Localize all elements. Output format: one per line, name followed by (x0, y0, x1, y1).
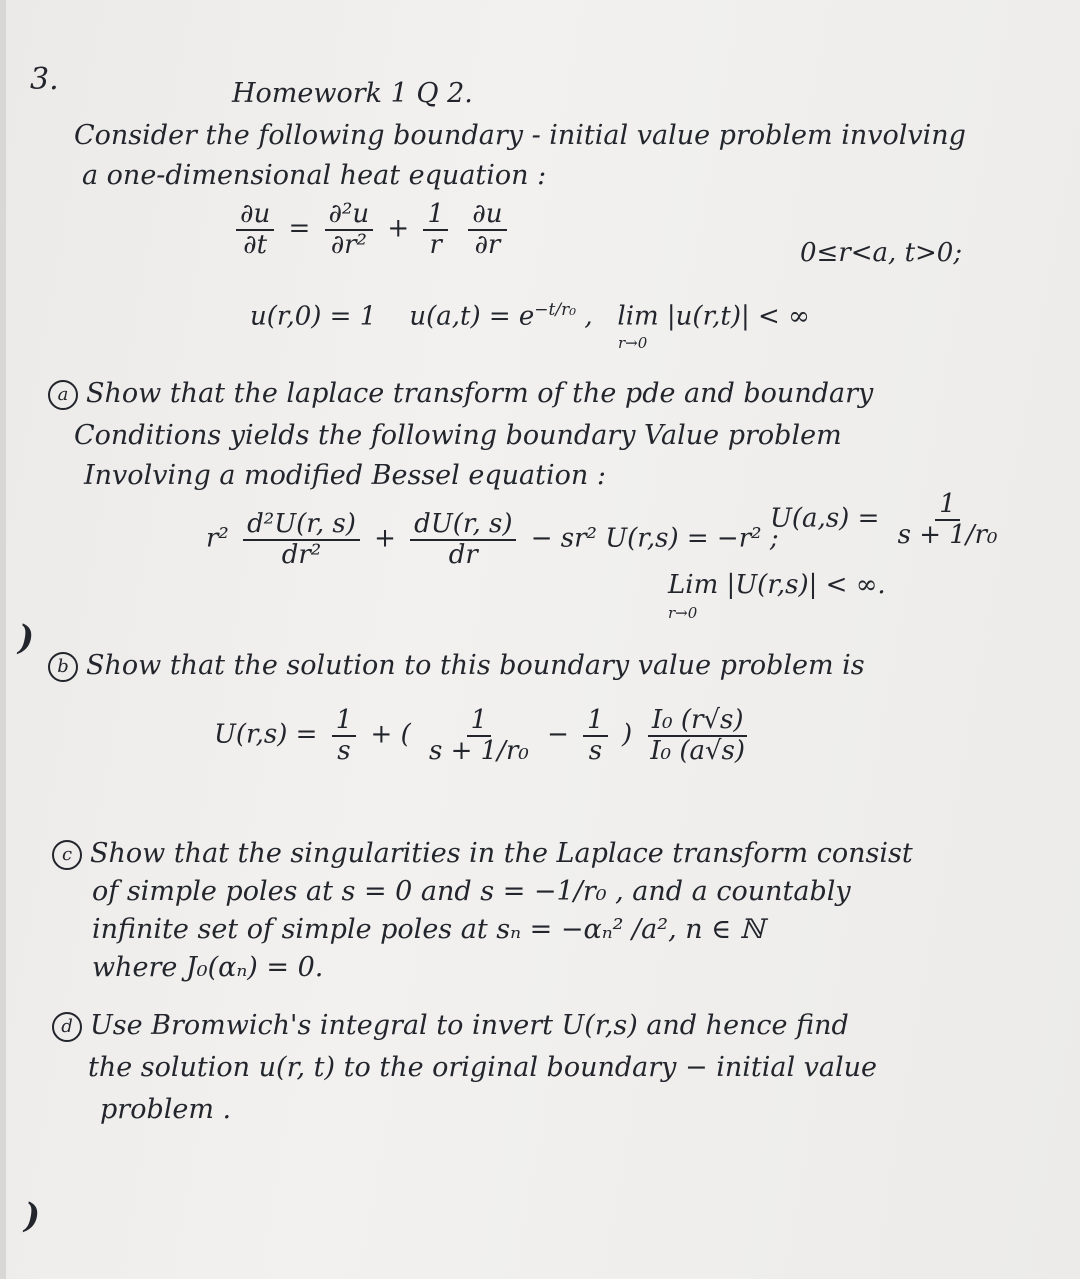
solution-f3-num: 1 (583, 706, 608, 737)
intro-line-1: Consider the following boundary - initial value problem involving (74, 120, 966, 151)
bessel-prefix: r² (206, 523, 229, 554)
boundary-exponent: −t/r₀ (534, 300, 577, 320)
part-c-text-1: Show that the singularities in the Laplace transform consist (90, 838, 913, 869)
part-b-line-1 (48, 650, 865, 682)
laplace-solution (214, 706, 755, 765)
pde-lhs-den: ∂t (243, 229, 268, 260)
bessel-term2-num: dU(r, s) (410, 510, 516, 541)
part-c-line-3: infinite set of simple poles at sₙ = −αₙ² /a², n ∈ ℕ (92, 914, 765, 945)
boundary-condition: u(a,t) = e (409, 301, 535, 332)
solution-plus-open: + ( (370, 719, 411, 750)
transformed-bc-den: s + 1/r₀ (897, 519, 998, 550)
solution-lhs: U(r,s) = (214, 719, 318, 750)
margin-mark-d: ) (24, 1196, 41, 1236)
heat-equation (230, 200, 513, 259)
pde-term1-den: ∂r² (330, 229, 367, 260)
bessel-term1-den: dr² (281, 539, 322, 570)
part-a-label: a (48, 380, 78, 410)
pde-plus: + (387, 213, 410, 244)
part-d-line-1 (52, 1010, 849, 1042)
part-d-line-3: problem . (100, 1094, 232, 1125)
bessel-plus: + (374, 523, 396, 554)
page-margin (0, 0, 6, 1279)
initial-condition: u(r,0) = 1 (250, 301, 377, 332)
bessel-rest: − sr² U(r,s) = −r² ; (530, 523, 779, 554)
part-b-label: b (48, 652, 78, 682)
solution-f4-num: I₀ (r√s) (648, 706, 748, 737)
solution-f1-den: s (337, 735, 351, 766)
transformed-bc-num: 1 (935, 490, 960, 521)
condition-separator: , (584, 301, 593, 332)
pde-equals: = (288, 213, 311, 244)
part-d-text-1: Use Bromwich's integral to invert U(r,s) and hence find (90, 1010, 849, 1041)
solution-f2-num: 1 (467, 706, 492, 737)
transformed-limit: Lim |U(r,s)| < ∞. (668, 570, 886, 600)
transformed-bc-lhs: U(a,s) = (770, 503, 880, 534)
boundary-conditions (250, 300, 810, 332)
intro-line-2: a one-dimensional heat equation : (82, 160, 547, 191)
margin-mark-b: ) (18, 618, 35, 658)
problem-number: 3. (30, 62, 59, 97)
solution-minus: − (547, 719, 569, 750)
solution-f2-den: s + 1/r₀ (428, 735, 529, 766)
transformed-limit-subscript: r→0 (668, 604, 698, 622)
bessel-term2-den: dr (448, 539, 478, 570)
pde-term3-num: ∂u (468, 200, 506, 231)
pde-lhs-num: ∂u (236, 200, 274, 231)
transformed-boundary-condition (770, 490, 1007, 549)
part-a-line-3: Involving a modified Bessel equation : (84, 460, 606, 491)
part-b-text-1: Show that the solution to this boundary value problem is (86, 650, 865, 681)
pde-term2-num: 1 (423, 200, 448, 231)
limit-subscript: r→0 (618, 334, 648, 352)
part-c-line-2: of simple poles at s = 0 and s = −1/r₀ , and a countably (92, 876, 851, 907)
pde-domain: 0≤r<a, t>0; (800, 238, 963, 268)
solution-f3-den: s (588, 735, 603, 766)
part-c-label: c (52, 840, 82, 870)
part-a-line-2: Conditions yields the following boundary Value problem (74, 420, 842, 451)
part-d-line-2: the solution u(r, t) to the original boundary − initial value (88, 1052, 878, 1083)
pde-term1-num: ∂²u (325, 200, 374, 231)
bessel-equation (206, 510, 779, 569)
part-a-text-1: Show that the laplace transform of the pde and boundary (86, 378, 874, 409)
part-a-line-1 (48, 378, 873, 410)
bessel-term1-num: d²U(r, s) (243, 510, 360, 541)
pde-term3-den: ∂r (474, 229, 501, 260)
solution-close: ) (621, 719, 633, 750)
pde-term2-den: r (429, 229, 442, 260)
page-title: Homework 1 Q 2. (232, 78, 473, 109)
solution-f1-num: 1 (332, 706, 357, 737)
solution-f4-den: I₀ (a√s) (650, 735, 746, 766)
part-c-line-1 (52, 838, 913, 870)
part-c-line-4: where J₀(αₙ) = 0. (92, 952, 324, 983)
limit-condition: lim |u(r,t)| < ∞ (617, 301, 810, 332)
part-d-label: d (52, 1012, 82, 1042)
